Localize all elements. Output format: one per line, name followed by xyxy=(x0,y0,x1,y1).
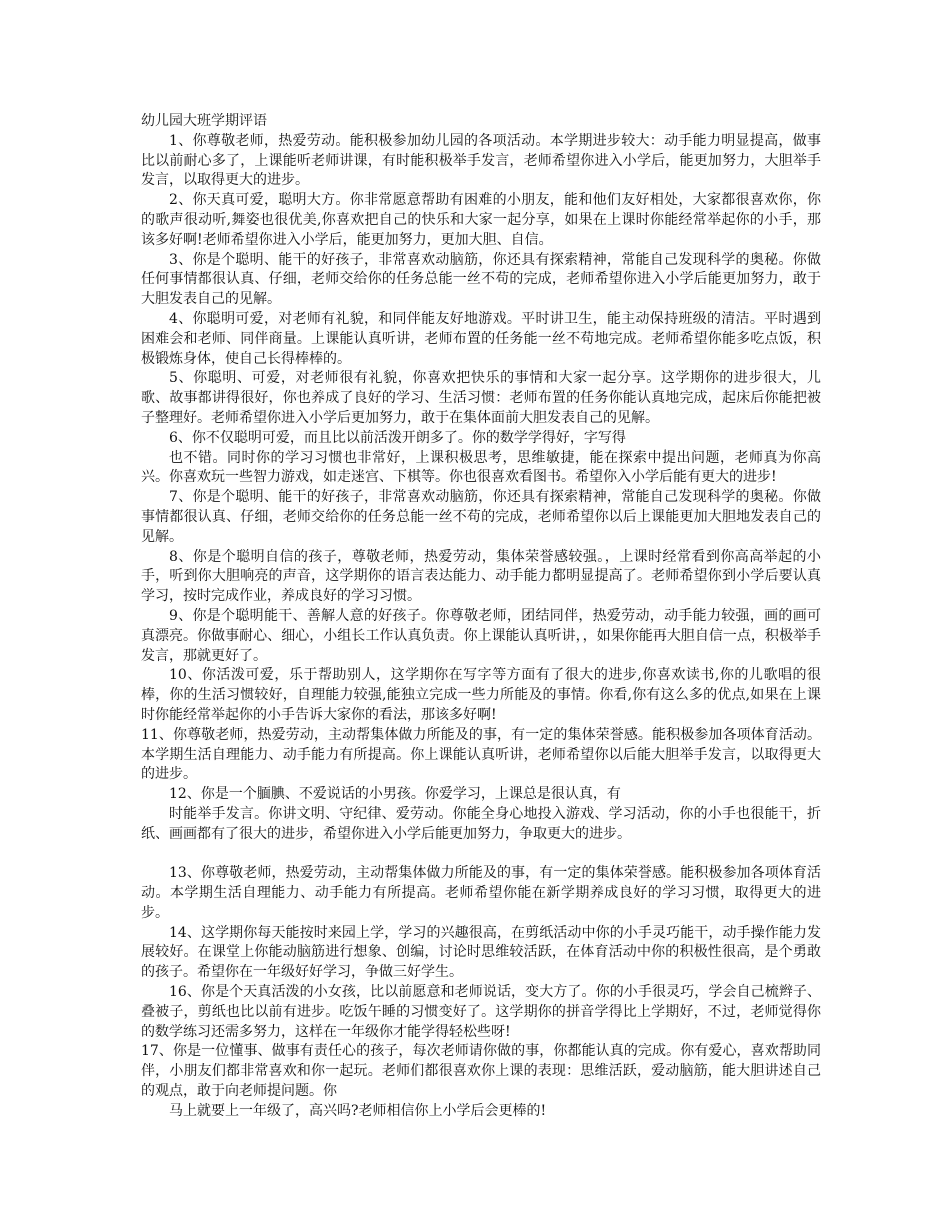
comment-paragraph-12-continued: 时能举手发言。你讲文明、守纪律、爱劳动。你能全身心地投入游戏、学习活动，你的小手也很能干，折纸、画画都有了很大的进步，希望你进入小学后能更加努力，争取更大的进步。 xyxy=(141,805,821,842)
comment-paragraph-13: 13、你尊敬老师，热爱劳动，主动帮集体做力所能及的事，有一定的集体荣誉感。能积极参加各项体育活动。本学期生活自理能力、动手能力有所提高。老师希望你能在新学期养成良好的学习习惯，取得更大的进步。 xyxy=(141,865,821,921)
comment-paragraph-17-continued: 马上就要上一年级了，高兴吗?老师相信你上小学后会更棒的! xyxy=(169,1102,547,1119)
comment-paragraph-12: 12、你是一个腼腆、不爱说话的小男孩。你爱学习，上课总是很认真，有 xyxy=(169,786,621,803)
comment-paragraph-3: 3、你是个聪明、能干的好孩子，非常喜欢动脑筋，你还具有探索精神，常能自己发现科学的奥秘。你做任何事情都很认真、仔细，老师交给你的任务总能一丝不苟的完成，老师希望你进入小学后能更加努力，敢于大胆发表自己的见解。 xyxy=(141,251,821,308)
document-title: 幼儿园大班学期评语 xyxy=(141,113,267,129)
comment-paragraph-4: 4、你聪明可爱，对老师有礼貌，和同伴能友好地游戏。平时讲卫生，能主动保持班级的清洁。平时遇到困难会和老师、同伴商量。上课能认真听讲，老师布置的任务能一丝不苟地完成。老师希望你能多吃点饭，积极锻炼身体，使自己长得棒棒的。 xyxy=(141,310,821,367)
comment-paragraph-6-continued: 也不错。同时你的学习习惯也非常好，上课积极思考，思维敏捷，能在探索中提出问题，老师真为你高兴。你喜欢玩一些智力游戏，如走迷宫、下棋等。你也很喜欢看图书。希望你入小学后能有更大的进步! xyxy=(141,449,821,486)
comment-paragraph-10: 10、你活泼可爱，乐于帮助别人，这学期你在写字等方面有了很大的进步,你喜欢读书,你的儿歌唱的很棒，你的生活习惯较好，自理能力较强,能独立完成一些力所能及的事情。你看,你有这么多的优点,如果在上课时你能经常举起你的小手告诉大家你的看法，那该多好啊! xyxy=(141,667,821,723)
paragraph-gap xyxy=(141,844,821,864)
comment-paragraph-16: 16、你是个天真活泼的小女孩，比以前愿意和老师说话，变大方了。你的小手很灵巧，学会自己梳辫子、叠被子，剪纸也比以前有进步。吃饭午睡的习惯变好了。这学期你的拼音学得比上学期好，不过，老师觉得你的数学练习还需多努力，这样在一年级你才能学得轻松些呀! xyxy=(141,984,821,1040)
comment-paragraph-2: 2、你天真可爱，聪明大方。你非常愿意帮助有困难的小朋友，能和他们友好相处，大家都很喜欢你，你的歌声很动听,舞姿也很优美,你喜欢把自己的快乐和大家一起分享，如果在上课时你能经常举起你的小手，那该多好啊!老师希望你进入小学后，能更加努力，更加大胆、自信。 xyxy=(141,192,821,248)
comment-paragraph-11: 11、你尊敬老师，热爱劳动，主动帮集体做力所能及的事，有一定的集体荣誉感。能积极参加各项体育活动。本学期生活自理能力、动手能力有所提高。你上课能认真听讲，老师希望你以后能大胆举手发言，以取得更大的进步。 xyxy=(141,726,821,783)
comment-paragraph-1: 1、你尊敬老师，热爱劳动。能积极参加幼儿园的各项活动。本学期进步较大：动手能力明显提高，做事比以前耐心多了，上课能听老师讲课，有时能积极举手发言，老师希望你进入小学后，能更加努力，大胆举手发言，以取得更大的进步。 xyxy=(141,132,821,189)
comment-paragraph-17: 17、你是一位懂事、做事有责任心的孩子，每次老师请你做的事，你都能认真的完成。你有爱心，喜欢帮助同伴，小朋友们都非常喜欢和你一起玩。老师们都很喜欢你上课的表现：思维活跃，爱动脑筋，能大胆讲述自己的观点，敢于向老师提问题。你 xyxy=(141,1043,821,1100)
comment-paragraph-14: 14、这学期你每天能按时来园上学，学习的兴趣很高，在剪纸活动中你的小手灵巧能干，动手操作能力发展较好。在课堂上你能动脑筋进行想象、创编，讨论时思维较活跃，在体育活动中你的积极性很高，是个勇敢的孩子。希望你在一年级好好学习，争做三好学生。 xyxy=(141,924,821,981)
comment-paragraph-5: 5、你聪明、可爱，对老师很有礼貌，你喜欢把快乐的事情和大家一起分享。这学期你的进步很大，儿歌、故事都讲得很好，你也养成了良好的学习、生活习惯：老师布置的任务你能认真地完成，起床后你能把被子整理好。老师希望你进入小学后更加努力，敢于在集体面前大胆发表自己的见解。 xyxy=(141,370,821,426)
document-page xyxy=(141,112,821,1122)
comment-paragraph-8: 8、你是个聪明自信的孩子，尊敬老师，热爱劳动，集体荣誉感较强。，上课时经常看到你高高举起的小手，听到你大胆响亮的声音，这学期你的语言表达能力、动手能力都明显提高了。老师希望你到小学后要认真学习，按时完成作业，养成良好的学习习惯。 xyxy=(141,548,821,605)
comment-paragraph-6: 6、你不仅聪明可爱，而且比以前活泼开朗多了。你的数学学得好，字写得 xyxy=(169,429,626,446)
comment-paragraph-7: 7、你是个聪明、能干的好孩子，非常喜欢动脑筋，你还具有探索精神，常能自己发现科学的奥秘。你做事情都很认真、仔细，老师交给你的任务总能一丝不苟的完成，老师希望你以后上课能更加大胆地发表自己的见解。 xyxy=(141,489,821,545)
comment-paragraph-9: 9、你是个聪明能干、善解人意的好孩子。你尊敬老师，团结同伴，热爱劳动，动手能力较强，画的画可真漂亮。你做事耐心、细心，小组长工作认真负责。你上课能认真听讲，，如果你能再大胆自信一点，积极举手发言，那就更好了。 xyxy=(141,607,821,664)
